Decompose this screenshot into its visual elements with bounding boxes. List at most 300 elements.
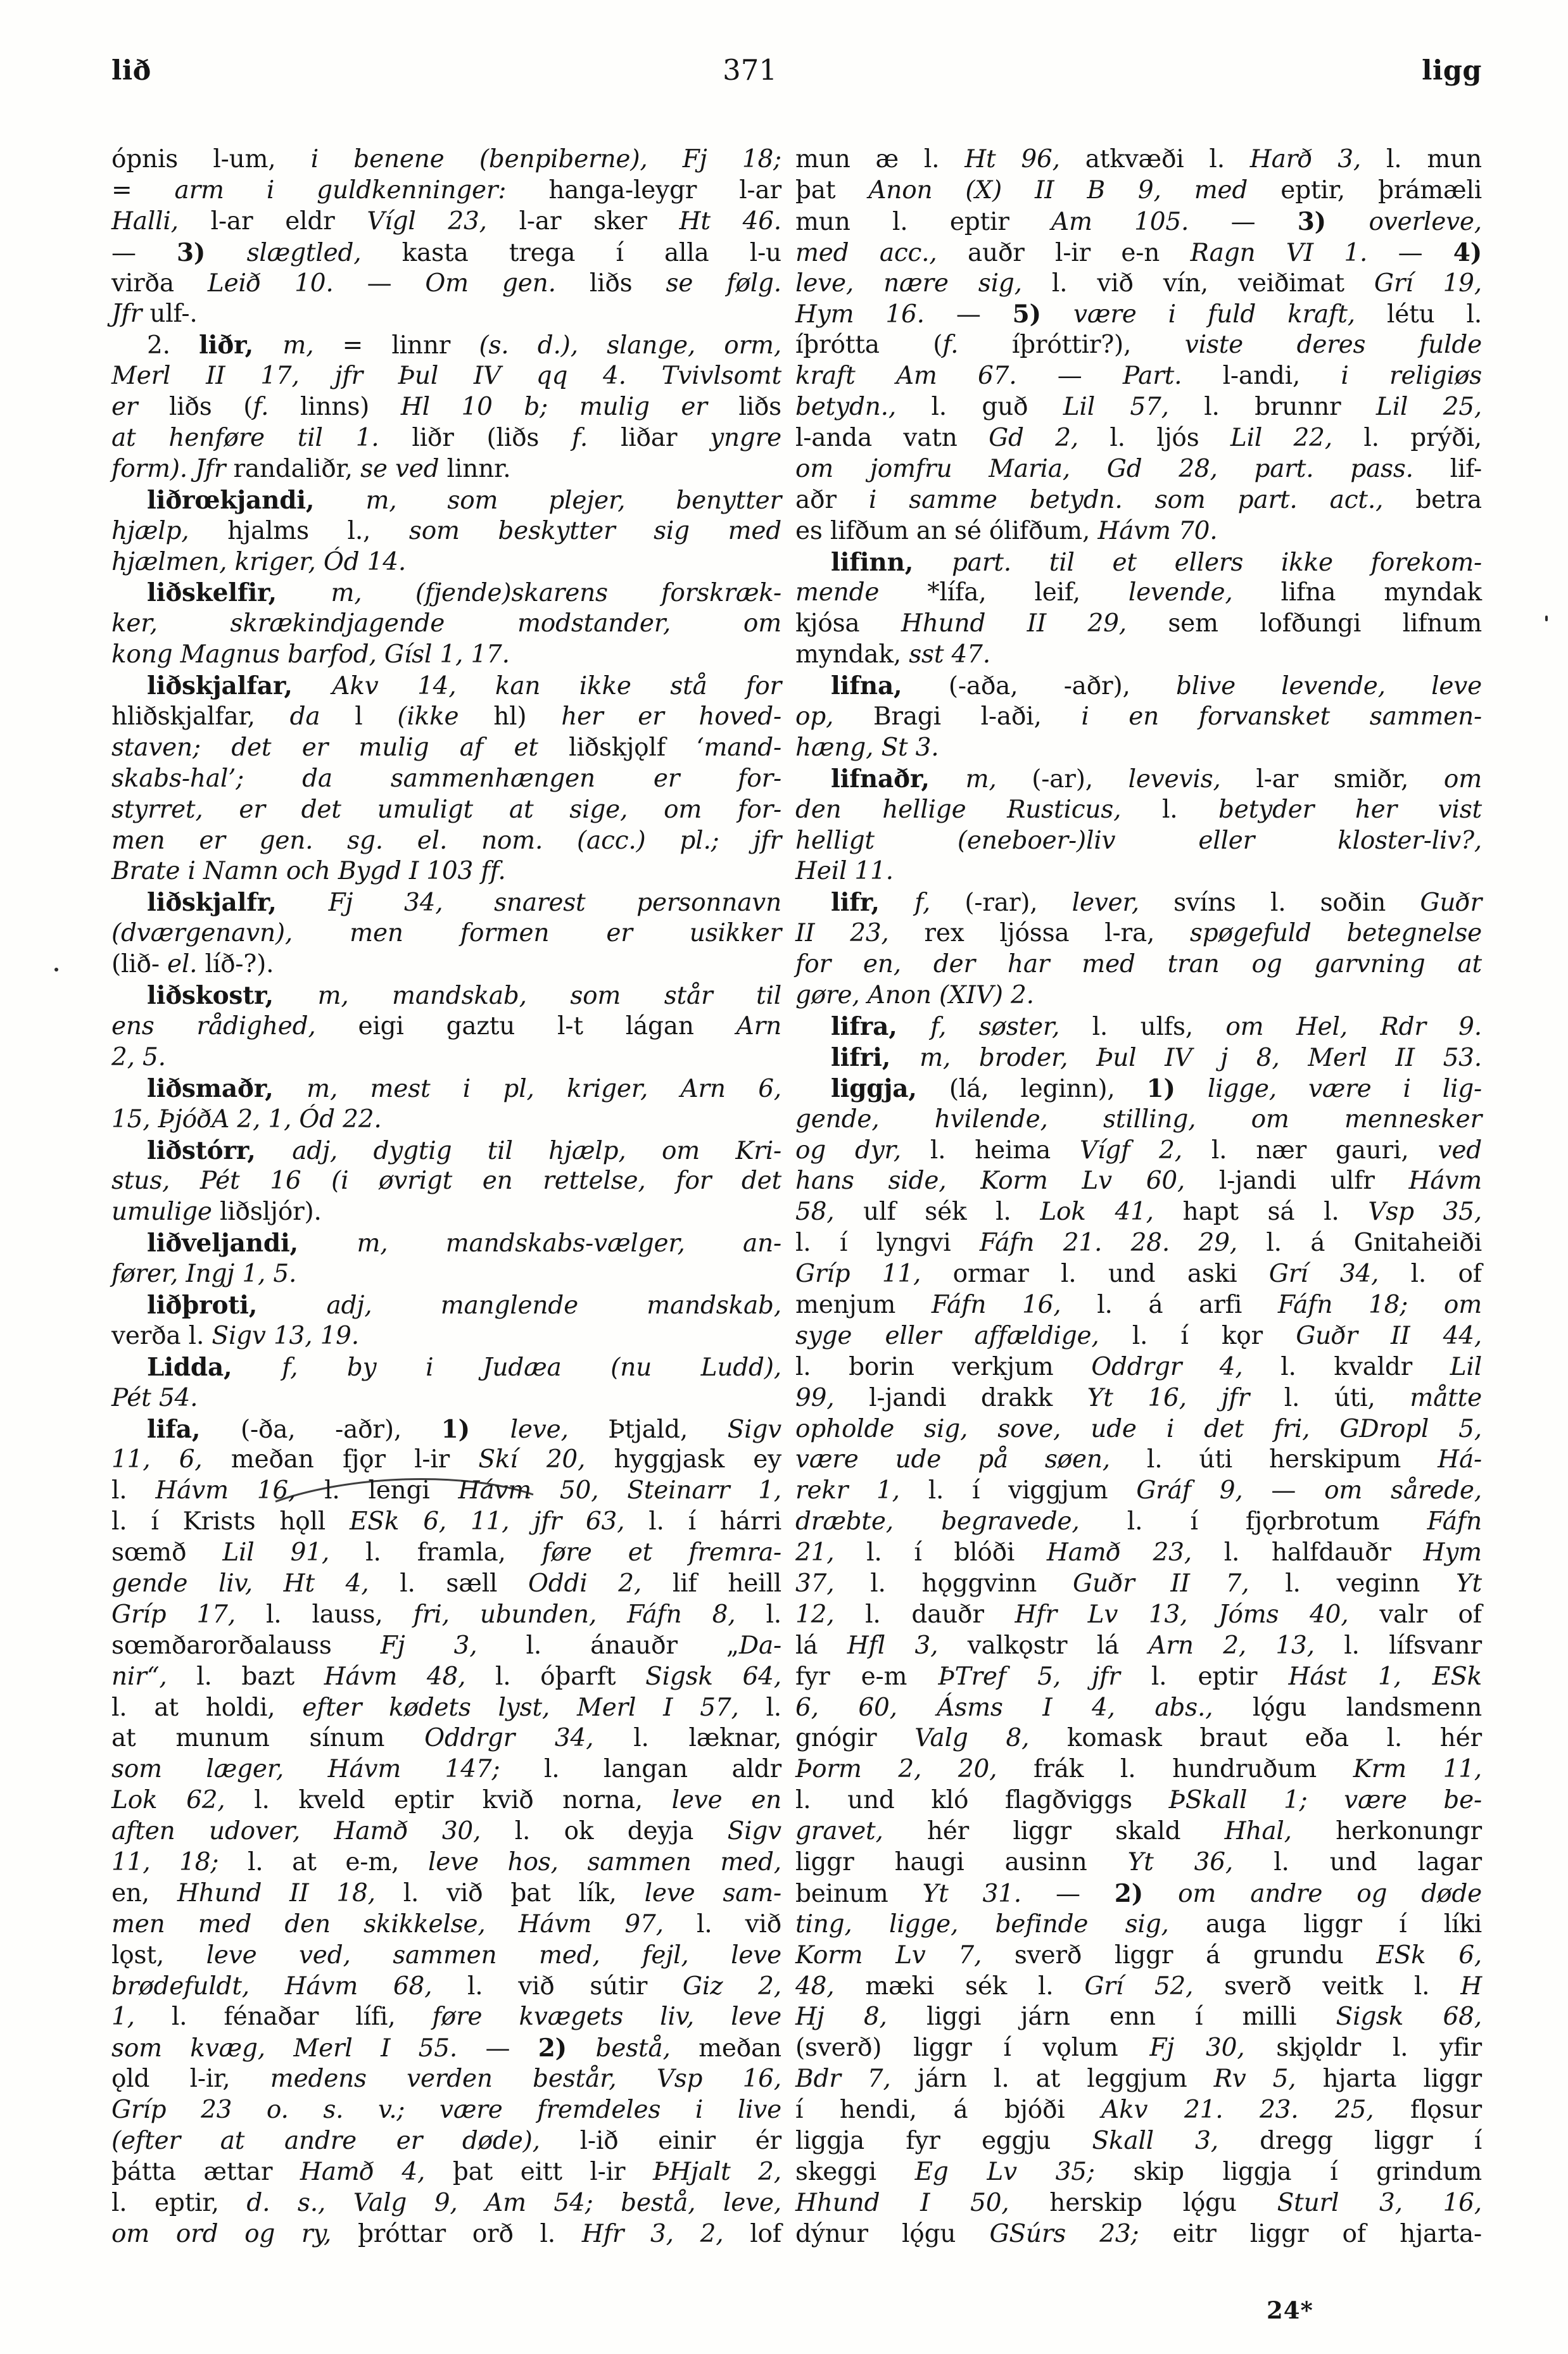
text-segment: dræbte, begravede, <box>795 1507 1127 1536</box>
text-segment: betyder her vist <box>1218 795 1482 824</box>
text-segment: Oddrgr 4, <box>1091 1352 1281 1381</box>
text-segment: (efter at andre er døde), <box>111 2127 580 2155</box>
text-line <box>111 2219 781 2250</box>
text-segment: men er gen. sg. el. nom. (acc.) pl.; jfr <box>111 826 781 855</box>
text-segment: Sigv 13, 19. <box>212 1321 359 1350</box>
text-segment: l. langan aldr <box>543 1755 781 1784</box>
text-segment: for en, der har med tran og garvning at <box>795 950 1482 979</box>
text-segment: 2. <box>147 331 199 360</box>
text-segment: stus, Pét 16 (i øvrigt en rettelse, for det <box>111 1167 781 1196</box>
text-segment: l. lengi <box>324 1476 458 1505</box>
text-segment: ÞHjalt 2, <box>652 2157 781 2186</box>
text-segment: kong Magnus barfod, Gísl 1, 17. <box>111 640 510 669</box>
text-segment: Lil 22, <box>1230 424 1364 453</box>
text-line <box>795 702 1482 733</box>
text-segment: (lið- <box>111 950 168 979</box>
text-line <box>111 1290 781 1321</box>
text-segment: staven; det er mulig af et <box>111 733 569 762</box>
text-segment: 1) <box>441 1414 510 1444</box>
text-segment: sem lofðungi lifnum <box>1168 609 1483 638</box>
text-segment: virða <box>111 269 208 298</box>
text-segment: aðr <box>795 485 869 514</box>
text-segment: l. í blóði <box>866 1538 1047 1567</box>
text-segment: l. læknar, <box>633 1724 782 1753</box>
text-segment: — <box>367 269 426 298</box>
text-segment: herskip lǫ́gu <box>1049 2188 1277 2217</box>
text-segment: ǫld l-ir, <box>111 2065 270 2094</box>
text-segment: Lil 25, <box>1375 393 1483 422</box>
text-line <box>111 2126 781 2157</box>
text-segment: lifinn, <box>831 547 952 577</box>
text-segment: eigi gaztu l-t lágan <box>358 1011 737 1041</box>
text-segment: Yt <box>1455 1569 1482 1598</box>
text-segment: Guðr II 7, <box>1073 1569 1286 1598</box>
text-segment: i en forvansket sammen- <box>1081 702 1482 731</box>
text-segment: l. í fjǫrbrotum <box>1127 1507 1427 1536</box>
text-segment: f. <box>572 424 621 453</box>
text-segment: 11, 6, <box>111 1445 231 1474</box>
text-line <box>795 206 1482 237</box>
text-line <box>111 826 781 857</box>
text-line <box>795 1136 1482 1167</box>
text-segment: atkvæði l. <box>1085 145 1250 174</box>
text-segment: Harð 3, <box>1249 145 1386 174</box>
text-segment: rex ljóssa l-ra, <box>924 919 1190 948</box>
text-segment: meðan fjǫr l-ir <box>231 1445 479 1474</box>
text-segment: gnógir <box>795 1724 915 1753</box>
text-line <box>795 733 1482 764</box>
text-segment: betra <box>1415 485 1482 514</box>
text-segment: fører, Ingj 1, 5. <box>111 1260 297 1289</box>
text-line <box>111 237 781 269</box>
text-line <box>111 1971 781 2003</box>
text-segment: l. eptir, <box>111 2188 247 2217</box>
text-line <box>795 1352 1482 1383</box>
text-segment: leve, <box>510 1415 609 1444</box>
text-line <box>795 1693 1482 1724</box>
text-line <box>111 795 781 826</box>
text-segment: ópnis l-um, <box>111 145 311 174</box>
text-segment: (s. d.), slange, orm, <box>479 331 781 360</box>
text-line <box>111 1816 781 1847</box>
text-segment: líð-?). <box>205 950 274 979</box>
text-line <box>111 206 781 237</box>
text-segment: om <box>1443 764 1482 794</box>
text-segment: = <box>111 175 175 205</box>
text-segment: føre kvægets liv, leve <box>432 2003 781 2032</box>
text-line <box>111 1754 781 1785</box>
text-segment: Fj 34, snarest personnavn <box>328 889 782 918</box>
text-segment: flǫsur <box>1410 2096 1482 2125</box>
text-segment: l. á Gnitaheiði <box>1266 1229 1482 1258</box>
text-segment: Hfr 3, 2, <box>581 2219 750 2248</box>
text-segment: liðstórr, <box>147 1136 293 1165</box>
text-segment: hanga-leygr l-ar <box>548 175 781 205</box>
text-segment: Hhund I 50, <box>795 2188 1050 2217</box>
text-segment: Am 105. <box>1051 207 1231 236</box>
text-line <box>111 423 781 454</box>
text-segment: m, mandskab, som står til <box>317 982 781 1011</box>
text-line <box>111 856 781 887</box>
text-segment: leve hos, sammen med, <box>427 1847 781 1876</box>
text-segment: Há- <box>1438 1445 1482 1474</box>
text-segment: Hamð 4, <box>300 2157 453 2186</box>
column-right <box>795 144 1482 2250</box>
text-segment: liðskjalfr, <box>147 888 329 918</box>
text-line <box>795 516 1482 547</box>
text-segment: i samme betydn. som part. act., <box>868 485 1416 514</box>
text-segment: Hj 8, <box>795 2003 926 2032</box>
text-line <box>111 2188 781 2219</box>
text-segment: men med den skikkelse, Hávm 97, <box>111 1909 697 1939</box>
text-segment: 1) <box>1146 1073 1208 1103</box>
text-segment: Hhund II 29, <box>901 609 1168 638</box>
text-segment: mæki sék l. <box>865 1971 1085 2001</box>
text-segment: l. halfdauðr <box>1223 1538 1424 1567</box>
text-segment: ulf sék l. <box>863 1198 1040 1227</box>
text-line <box>795 454 1482 485</box>
text-segment: liðr, <box>199 331 283 360</box>
text-segment: mende <box>795 578 928 607</box>
text-segment: l. framla, <box>365 1538 542 1567</box>
text-segment: 2) <box>1114 1878 1179 1908</box>
text-line <box>111 547 781 578</box>
text-line <box>111 144 781 175</box>
text-segment: l. í viggjum <box>928 1476 1137 1505</box>
text-segment: l. á arfi <box>1097 1290 1278 1319</box>
text-segment: íþróttir?), <box>1011 331 1185 360</box>
text-line <box>111 887 781 918</box>
text-line <box>111 2064 781 2095</box>
text-segment: medens verden består, Vsp 16, <box>270 2065 781 2094</box>
text-segment: l <box>355 702 398 731</box>
text-line <box>795 175 1482 206</box>
text-line <box>795 2157 1482 2188</box>
text-line <box>111 175 781 206</box>
text-segment: Gd 2, <box>989 424 1110 453</box>
text-line <box>111 1940 781 1971</box>
text-segment: f. <box>253 393 300 422</box>
text-line <box>795 330 1482 361</box>
text-line <box>111 299 781 330</box>
text-segment: som kvæg, Merl I 55. <box>111 2034 486 2063</box>
text-line <box>795 1816 1482 1847</box>
text-segment: Gríp 17, <box>111 1600 266 1629</box>
scan-speck <box>1545 616 1548 621</box>
text-segment: leve en <box>671 1786 781 1815</box>
text-segment: hæng, St 3. <box>795 733 939 762</box>
text-segment: 12, <box>795 1600 866 1629</box>
text-segment: liggja, <box>831 1073 949 1103</box>
text-line <box>795 1909 1482 1940</box>
text-segment: l-jandi ulfr <box>1218 1167 1409 1196</box>
text-segment: eitr liggr of hjarta- <box>1172 2219 1482 2248</box>
text-segment: skabs-hal’; da sammenhængen er for- <box>111 764 781 793</box>
text-segment: — <box>1398 238 1453 267</box>
text-segment: l. <box>766 1693 781 1722</box>
text-segment: (lá, leginn), <box>949 1074 1147 1103</box>
text-segment: l. sæll <box>400 1569 528 1598</box>
text-segment: linns) <box>300 393 401 422</box>
text-segment: sœmðarorðalauss <box>111 1631 381 1660</box>
text-segment: Vígl 23, <box>367 206 519 236</box>
text-segment: Sigsk 64, <box>645 1662 781 1691</box>
text-segment: hl) <box>493 702 562 731</box>
text-segment: liggr haugi ausinn <box>795 1847 1128 1876</box>
text-segment: Krm 11, <box>1353 1755 1483 1784</box>
text-segment: op, <box>795 702 873 731</box>
text-segment: Fj 3, <box>380 1631 526 1660</box>
text-segment: Yt 31. <box>922 1879 1056 1908</box>
text-segment: hans side, Korm Lv 60, <box>795 1167 1219 1196</box>
text-segment: Fáfn <box>1427 1507 1482 1536</box>
text-segment: Part. <box>1122 362 1223 391</box>
text-segment: ÞSkall 1; være be- <box>1168 1786 1482 1815</box>
text-segment: — <box>1230 207 1298 236</box>
text-segment: 99, <box>795 1383 869 1412</box>
text-segment: Vígf 2, <box>1080 1136 1211 1165</box>
text-segment: þróttar orð l. <box>358 2219 582 2248</box>
text-segment: lif- <box>1450 454 1482 483</box>
text-segment: hapt sá l. <box>1182 1198 1369 1227</box>
text-segment: eptir, þrámæli <box>1280 175 1482 205</box>
text-segment: Ht 46. <box>679 206 782 236</box>
text-segment: lif heill <box>672 1569 781 1598</box>
text-line <box>111 764 781 795</box>
text-segment: meðan <box>699 2034 781 2063</box>
text-segment: Skall 3, <box>1092 2127 1260 2155</box>
text-line <box>795 1073 1482 1104</box>
text-segment: l. borin verkjum <box>795 1352 1092 1381</box>
text-line <box>111 1600 781 1631</box>
text-segment: slægtled, <box>246 238 402 267</box>
text-line <box>795 1414 1482 1445</box>
text-segment: sst 47. <box>909 640 990 669</box>
text-segment: l. lífsvanr <box>1344 1631 1482 1660</box>
text-segment: lá <box>795 1631 847 1660</box>
text-segment: her er hoved- <box>561 702 782 731</box>
text-segment: Halli, <box>111 206 211 236</box>
text-line <box>795 144 1482 175</box>
text-segment: auga liggr í líki <box>1206 1909 1482 1939</box>
text-segment: Sturl 3, 16, <box>1277 2188 1482 2217</box>
text-line <box>795 2033 1482 2064</box>
text-segment: om jomfru Maria, Gd 28, part. pass. <box>795 454 1450 483</box>
text-segment: Hávm 70. <box>1097 516 1218 545</box>
text-line <box>111 516 781 547</box>
text-segment: randaliðr, <box>233 454 361 483</box>
text-segment: gravet, <box>795 1817 927 1846</box>
text-line <box>795 1383 1482 1414</box>
text-segment: l. úti, <box>1284 1383 1410 1412</box>
text-segment: brødefuldt, Hávm 68, <box>111 1971 468 2001</box>
text-segment: m, <box>282 331 343 360</box>
text-segment: ligge, være i lig- <box>1207 1074 1483 1103</box>
text-segment: Ht 96, <box>964 145 1085 174</box>
text-segment: verða l. <box>111 1321 212 1350</box>
text-line <box>795 856 1482 887</box>
text-segment: bestå, <box>595 2034 699 2063</box>
text-line <box>795 423 1482 454</box>
text-segment: med acc., <box>795 238 968 267</box>
text-segment: liðsmaðr, <box>147 1073 307 1103</box>
text-segment: 2, 5. <box>111 1042 166 1072</box>
text-segment: Akv 21. 23. 25, <box>1101 2096 1411 2125</box>
text-segment: gøre, Anon (XIV) 2. <box>795 981 1034 1010</box>
text-segment: — <box>485 2034 538 2063</box>
text-line <box>111 671 781 702</box>
text-line <box>795 1878 1482 1909</box>
text-segment: l. í kǫr <box>1132 1321 1296 1350</box>
text-segment: (-ða, -aðr), <box>241 1415 441 1444</box>
text-line <box>795 2219 1482 2250</box>
text-line <box>111 980 781 1011</box>
text-segment: l. guð <box>931 393 1063 422</box>
text-line <box>795 887 1482 918</box>
text-segment: Fáfn 16, <box>931 1290 1097 1319</box>
text-segment: Hávm 50, Steinarr 1, <box>458 1476 781 1505</box>
text-segment: Hym <box>1423 1538 1482 1567</box>
text-line <box>795 1847 1482 1878</box>
header-keyword-right: ligg <box>1422 55 1482 87</box>
text-segment: Rv 5, <box>1213 2065 1323 2094</box>
text-segment: Pét 54. <box>111 1383 198 1412</box>
text-segment: Oddi 2, <box>528 1569 673 1598</box>
text-segment: l. prýði, <box>1363 424 1482 453</box>
text-segment: liðveljandi, <box>147 1229 357 1258</box>
text-segment: l-ið einir ér <box>579 2127 782 2155</box>
text-line <box>111 1197 781 1228</box>
text-line <box>795 1476 1482 1507</box>
text-segment: es lifðum an sé ólifðum, <box>795 516 1098 545</box>
text-line <box>111 1723 781 1754</box>
text-segment: myndak, <box>795 640 909 669</box>
text-segment: liðr (liðs <box>412 424 572 453</box>
text-segment: l. mun <box>1386 145 1482 174</box>
text-segment: l. kveld eptir kvið norna, <box>254 1786 672 1815</box>
text-line <box>795 1507 1482 1538</box>
text-segment: f, søster, <box>930 1012 1092 1041</box>
text-segment: Sigv <box>727 1817 781 1846</box>
text-segment: en, <box>111 1878 177 1908</box>
text-segment: leve sam- <box>644 1878 781 1908</box>
text-segment: Heil 11. <box>795 857 894 886</box>
text-line <box>111 2095 781 2126</box>
text-segment: svíns l. soðin <box>1173 889 1420 918</box>
text-segment: sœmð <box>111 1538 223 1567</box>
text-segment: kasta trega í alla l-u <box>401 238 781 267</box>
text-segment: lifr, <box>831 888 915 918</box>
header-keyword-left: lið <box>111 55 151 87</box>
text-segment: mun l. eptir <box>795 207 1052 236</box>
text-segment: l. und kló flagðviggs <box>795 1786 1169 1815</box>
text-segment: Þorm 2, 20, <box>795 1755 1034 1784</box>
text-segment: frák l. hundruðum <box>1034 1755 1353 1784</box>
text-line <box>795 949 1482 980</box>
text-segment: 15, ÞjóðA 2, 1, Ód 22. <box>111 1104 382 1134</box>
text-segment: kjósa <box>795 609 901 638</box>
text-line <box>795 392 1482 423</box>
text-segment: hliðskjalfar, <box>111 702 290 731</box>
text-line <box>795 485 1482 516</box>
text-segment: syge eller affældige, <box>795 1321 1132 1350</box>
text-line <box>795 1600 1482 1631</box>
text-segment: mun æ l. <box>795 145 965 174</box>
text-segment: Hym 16. <box>795 300 956 329</box>
text-line <box>795 1197 1482 1228</box>
text-segment: Gríp 11, <box>795 1260 953 1289</box>
text-line <box>795 826 1482 857</box>
text-line <box>795 671 1482 702</box>
text-segment: Om gen. <box>425 269 590 298</box>
text-segment: (-ar), <box>1032 764 1129 794</box>
text-segment: ulf-. <box>149 300 198 329</box>
text-segment: om sårede, <box>1324 1476 1483 1505</box>
text-segment: da <box>289 702 355 731</box>
text-segment: ting, ligge, befinde sig, <box>795 1909 1206 1939</box>
text-segment: m, som plejer, benytter <box>365 486 781 515</box>
text-segment: lifnaðr, <box>831 764 966 794</box>
text-segment: liðrœkjandi, <box>147 485 366 515</box>
text-segment: l. við vín, veiðimat <box>1051 269 1374 298</box>
text-segment: opholde sig, sove, ude i det fri, GDropl 5, <box>795 1414 1482 1443</box>
text-segment: se ved <box>360 454 447 483</box>
text-segment: Bragi l-aði, <box>873 702 1082 731</box>
text-segment: kraft Am 67. <box>795 362 1058 391</box>
text-segment: m, mandskabs-vælger, an- <box>357 1229 781 1258</box>
text-segment: om andre og døde <box>1178 1879 1482 1908</box>
text-segment: lǫst, <box>111 1940 206 1970</box>
text-segment: Fáfn 21. 28. 29, <box>979 1229 1267 1258</box>
text-segment: l. brunnr <box>1204 393 1376 422</box>
text-segment: adj, dygtig til hjælp, om Kri- <box>292 1136 781 1165</box>
text-segment: form). Jfr <box>111 454 234 483</box>
text-line <box>111 733 781 764</box>
text-segment: blive levende, leve <box>1175 672 1482 701</box>
text-segment: (dværgenavn), men formen er usikker <box>111 919 781 948</box>
text-segment: Guðr <box>1420 889 1482 918</box>
text-segment: l. hǫggvinn <box>870 1569 1073 1598</box>
text-segment: Leið 10. <box>207 269 367 298</box>
text-segment: — <box>111 238 177 267</box>
text-line <box>111 1507 781 1538</box>
text-line <box>795 1290 1482 1321</box>
text-segment: el. <box>167 950 205 979</box>
text-segment: hér liggr skald <box>926 1817 1225 1846</box>
text-segment: Vsp 35, <box>1368 1198 1482 1227</box>
text-line <box>795 578 1482 609</box>
text-segment: Brate i Namn och Bygd I 103 ff. <box>111 857 506 886</box>
text-segment: se følg. <box>666 269 781 298</box>
text-segment: l. í Krists hǫll <box>111 1507 350 1536</box>
text-line <box>795 980 1482 1011</box>
signature-mark: 24* <box>1267 2296 1313 2324</box>
text-line <box>795 1971 1482 2003</box>
text-line <box>795 1259 1482 1290</box>
text-segment: liðþroti, <box>147 1290 327 1320</box>
text-segment: dregg liggr í <box>1260 2127 1483 2155</box>
text-segment: *lífa, leif, <box>927 578 1129 607</box>
text-segment: l. <box>111 1476 156 1505</box>
text-segment: liðar <box>620 424 711 453</box>
text-segment: l. í lyngvi <box>795 1229 980 1258</box>
text-segment: Lil 57, <box>1063 393 1204 422</box>
text-segment: Lok 41, <box>1040 1198 1183 1227</box>
text-segment: l. of <box>1410 1260 1483 1289</box>
text-segment: adj, manglende mandskab, <box>326 1291 782 1320</box>
text-segment: at munum sínum <box>111 1724 425 1753</box>
text-segment: l. dauðr <box>865 1600 1015 1629</box>
